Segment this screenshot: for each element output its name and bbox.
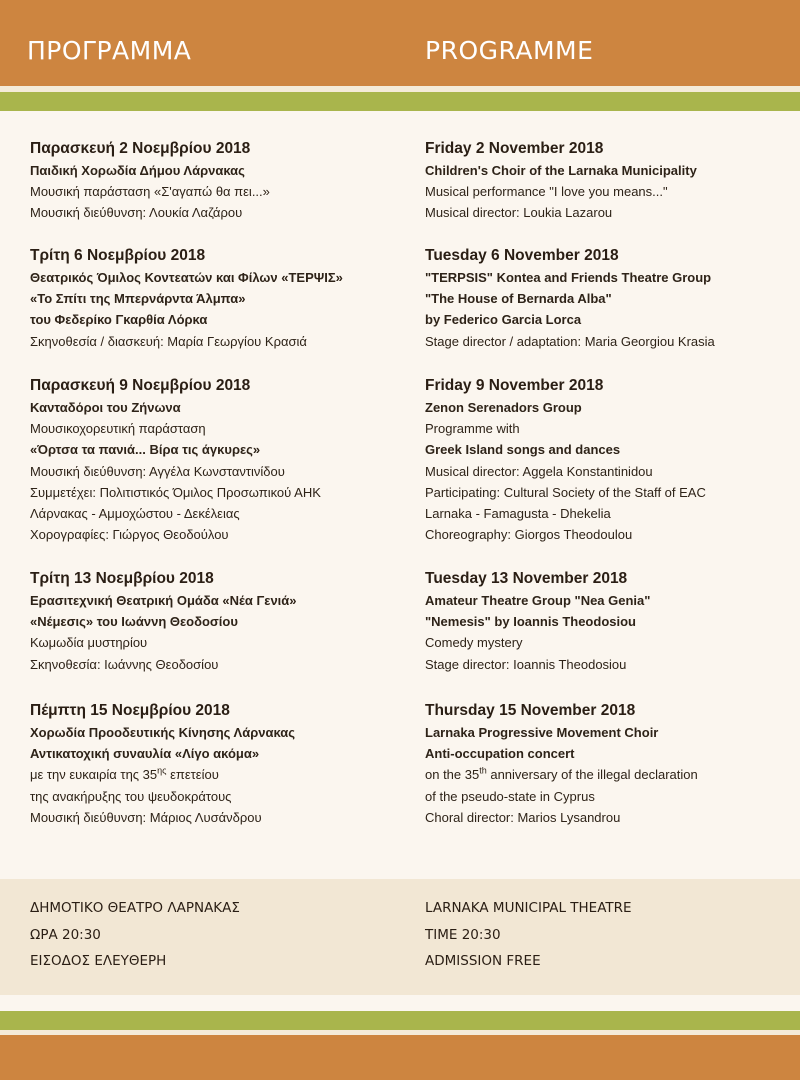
event-detail-line: Λάρνακας - Αμμοχώστου - Δεκέλειας bbox=[30, 505, 240, 521]
event-detail-line: Stage director: Ioannis Theodosiou bbox=[425, 656, 627, 672]
event-detail-line: Larnaka Progressive Movement Choir bbox=[425, 725, 659, 740]
event-date: Tuesday 13 November 2018 bbox=[425, 570, 628, 587]
event-date: Friday 2 November 2018 bbox=[425, 140, 604, 157]
event-detail-line: "TERPSIS" Kontea and Friends Theatre Group bbox=[425, 270, 712, 285]
header-title-greek: ΠΡΟΓΡΑΜΜΑ bbox=[27, 36, 192, 65]
event-date: Tuesday 6 November 2018 bbox=[425, 247, 619, 264]
event-detail-line: Participating: Cultural Society of the Staff of EAC bbox=[425, 484, 706, 500]
event-detail-line: Anti-occupation concert bbox=[425, 746, 575, 762]
event-detail-line: Choreography: Giorgos Theodoulou bbox=[425, 527, 633, 543]
footer-band bbox=[0, 1035, 800, 1080]
event-detail-line: του Φεδερίκο Γκαρθία Λόρκα bbox=[30, 312, 208, 328]
venue-info-english bbox=[425, 895, 632, 975]
admission-note: ΕΙΣΟΔΟΣ ΕΛΕΥΘΕΡΗ bbox=[30, 953, 167, 969]
event-detail-line: Musical performance "I love you means..." bbox=[425, 184, 668, 200]
venue-name: LARNAKA MUNICIPAL THEATRE bbox=[425, 900, 632, 916]
event-detail-line: Greek Island songs and dances bbox=[425, 442, 621, 458]
event-detail-line: Μουσική παράσταση «Σ'αγαπώ θα πει...» bbox=[30, 184, 270, 200]
event-detail-line: Μουσική διεύθυνση: Λουκία Λαζάρου bbox=[30, 205, 243, 221]
show-time: ΩΡΑ 20:30 bbox=[30, 926, 101, 943]
event-detail-line: με την ευκαιρία της $35^{\eta\varsigma}$ επετείου bbox=[30, 766, 219, 783]
event-detail-line: Αντικατοχική συναυλία «Λίγο ακόμα» bbox=[30, 746, 260, 762]
event-block bbox=[30, 138, 400, 224]
event-detail-line: Μουσική διεύθυνση: Αγγέλα Κωνσταντινίδου bbox=[30, 463, 285, 479]
event-detail-line: Κωμωδία μυστηρίου bbox=[30, 635, 148, 651]
event-block bbox=[30, 700, 400, 828]
event-detail-line: «Όρτσα τα πανιά... Βίρα τις άγκυρες» bbox=[30, 442, 261, 458]
event-detail-line: of the pseudo-state in Cyprus bbox=[425, 788, 595, 804]
show-time: TIME 20:30 bbox=[425, 926, 501, 943]
event-detail-line: by Federico Garcia Lorca bbox=[425, 312, 582, 328]
event-detail-line: Μουσική διεύθυνση: Μάριος Λυσάνδρου bbox=[30, 809, 262, 825]
event-detail-line: "Nemesis" by Ioannis Theodosiou bbox=[425, 614, 636, 630]
event-detail-line: «Το Σπίτι της Μπερνάρντα Άλμπα» bbox=[30, 291, 246, 307]
header-stripe bbox=[0, 92, 800, 111]
event-detail-line: Σκηνοθεσία / διασκευή: Μαρία Γεωργίου Κρασιά bbox=[30, 333, 307, 349]
event-detail-line: Zenon Serenadors Group bbox=[425, 400, 582, 415]
event-date: Παρασκευή 9 Νοεμβρίου 2018 bbox=[30, 377, 251, 394]
event-detail-line: Παιδική Χορωδία Δήμου Λάρνακας bbox=[30, 163, 245, 178]
event-detail-line: Χορογραφίες: Γιώργος Θεοδούλου bbox=[30, 527, 229, 543]
event-detail-line: Χορωδία Προοδευτικής Κίνησης Λάρνακας bbox=[30, 725, 296, 740]
event-date: Τρίτη 6 Νοεμβρίου 2018 bbox=[30, 247, 206, 264]
event-detail-line: Programme with bbox=[425, 421, 520, 437]
event-detail-line: on the 35th anniversary of the illegal declaration bbox=[425, 766, 698, 783]
event-detail-line: Συμμετέχει: Πολιτιστικός Όμιλος Προσωπικού ΑΗΚ bbox=[30, 484, 321, 500]
event-block bbox=[425, 568, 795, 675]
event-block bbox=[30, 375, 400, 545]
event-detail-line: Comedy mystery bbox=[425, 635, 523, 651]
event-detail-line: Musical director: Loukia Lazarou bbox=[425, 205, 613, 221]
event-block bbox=[425, 700, 795, 828]
event-detail-line: Children's Choir of the Larnaka Municipality bbox=[425, 163, 697, 178]
event-block bbox=[425, 245, 795, 352]
event-detail-line: Θεατρικός Όμιλος Κοντεατών και Φίλων «ΤΕΡΨΙΣ» bbox=[30, 270, 343, 285]
header-title-english: PROGRAMME bbox=[425, 36, 594, 65]
event-detail-line: Stage director / adaptation: Maria Georgiou Krasia bbox=[425, 333, 715, 349]
event-detail-line: Choral director: Marios Lysandrou bbox=[425, 809, 621, 825]
event-detail-line: Musical director: Aggela Konstantinidou bbox=[425, 463, 653, 479]
admission-note: ADMISSION FREE bbox=[425, 953, 541, 969]
venue-name: ΔΗΜΟΤΙΚΟ ΘΕΑΤΡΟ ΛΑΡΝΑΚΑΣ bbox=[30, 900, 240, 916]
event-date: Τρίτη 13 Νοεμβρίου 2018 bbox=[30, 570, 214, 587]
event-detail-line: Κανταδόροι του Ζήνωνα bbox=[30, 400, 181, 415]
venue-info-greek bbox=[30, 895, 240, 975]
event-detail-line: Amateur Theatre Group "Nea Genia" bbox=[425, 593, 651, 608]
event-block bbox=[425, 375, 795, 545]
event-block bbox=[30, 245, 400, 352]
footer-spacer bbox=[0, 995, 800, 1011]
event-date: Friday 9 November 2018 bbox=[425, 377, 604, 394]
event-date: Παρασκευή 2 Νοεμβρίου 2018 bbox=[30, 140, 251, 157]
event-detail-line: Ερασιτεχνική Θεατρική Ομάδα «Νέα Γενιά» bbox=[30, 593, 297, 608]
event-detail-line: Σκηνοθεσία: Ιωάννης Θεοδοσίου bbox=[30, 656, 219, 672]
event-detail-line: Larnaka - Famagusta - Dhekelia bbox=[425, 505, 611, 521]
event-detail-line: «Νέμεσις» του Ιωάννη Θεοδοσίου bbox=[30, 614, 238, 630]
event-detail-line: "The House of Bernarda Alba" bbox=[425, 291, 612, 307]
event-block bbox=[30, 568, 400, 675]
event-date: Πέμπτη 15 Νοεμβρίου 2018 bbox=[30, 702, 230, 719]
event-date: Thursday 15 November 2018 bbox=[425, 702, 636, 719]
footer-stripe bbox=[0, 1011, 800, 1030]
event-detail-line: της ανακήρυξης του ψευδοκράτους bbox=[30, 788, 232, 804]
event-detail-line: Μουσικοχορευτική παράσταση bbox=[30, 421, 206, 437]
event-block bbox=[425, 138, 795, 224]
